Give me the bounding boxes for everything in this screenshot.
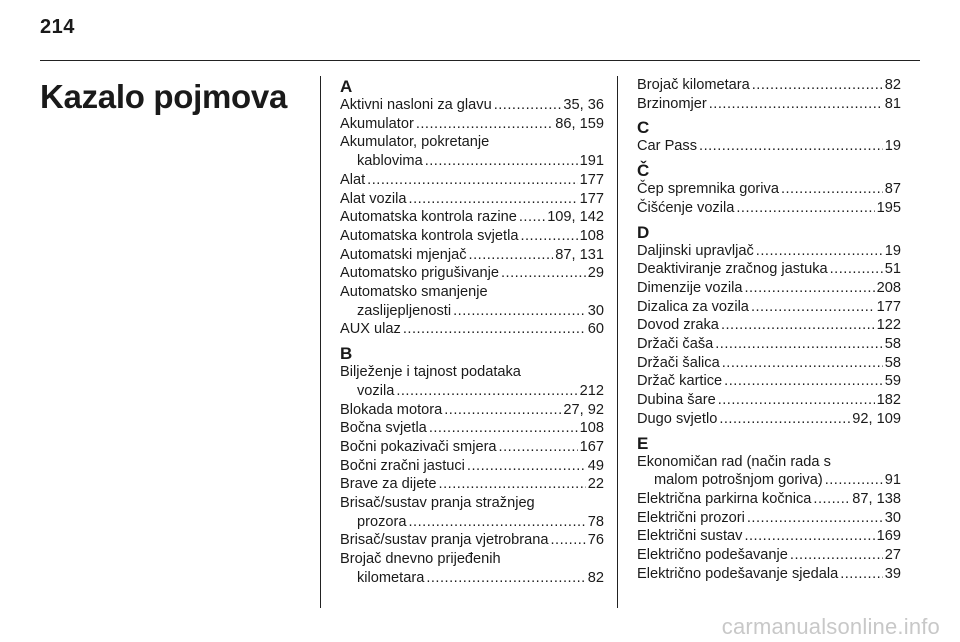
index-page-ref: 108: [579, 227, 604, 244]
index-section: [637, 76, 901, 113]
dot-leader: [367, 171, 577, 190]
dot-leader: [813, 490, 850, 509]
index-page-ref: 19: [884, 242, 901, 259]
index-entry-head: Brojač dnevno prijeđenih: [340, 551, 501, 568]
column-divider: [617, 76, 618, 608]
index-section: [637, 224, 901, 429]
index-term: Električni prozori: [637, 509, 745, 526]
index-page-ref: 109, 142: [547, 209, 604, 226]
index-page-ref: 22: [587, 476, 604, 493]
index-term: Blokada motora: [340, 401, 443, 418]
index-term: Brzinomjer: [637, 95, 707, 112]
dot-leader: [830, 260, 883, 279]
index-term: Alat: [340, 171, 366, 188]
dot-leader: [408, 513, 585, 532]
index-entry: [340, 320, 604, 339]
dot-leader: [550, 531, 585, 550]
dot-leader: [744, 527, 874, 546]
dot-leader: [416, 115, 553, 134]
index-section: [637, 435, 901, 584]
index-page-ref: 60: [587, 321, 604, 338]
index-entry-head: Ekonomičan rad (način rada s: [637, 453, 831, 470]
index-term: Akumulator: [340, 115, 414, 132]
index-page-ref: 169: [876, 528, 901, 545]
dot-leader: [499, 438, 578, 457]
index-entry: [340, 531, 604, 550]
dot-leader: [469, 246, 554, 265]
dot-leader: [790, 546, 883, 565]
index-page-ref: 208: [876, 279, 901, 296]
dot-leader: [520, 227, 577, 246]
index-entry: [637, 279, 901, 298]
index-term: Električna parkirna kočnica: [637, 490, 812, 507]
index-term: Automatska kontrola razine: [340, 209, 517, 226]
index-entry: [637, 565, 901, 584]
index-section: [637, 119, 901, 156]
index-entry: [340, 190, 604, 209]
index-page-ref: 76: [587, 532, 604, 549]
index-entry: [637, 527, 901, 546]
index-term: Električno podešavanje sjedala: [637, 565, 839, 582]
index-entry: [340, 96, 604, 115]
index-entry: [340, 171, 604, 190]
index-entry: [637, 391, 901, 410]
index-term: Brisač/sustav pranja vjetrobrana: [340, 532, 549, 549]
dot-leader: [715, 335, 883, 354]
index-page-ref: 191: [579, 153, 604, 170]
index-entry: [637, 316, 901, 335]
dot-leader: [736, 199, 874, 218]
dot-leader: [722, 354, 883, 373]
dot-leader: [439, 475, 586, 494]
index-page-ref: 58: [884, 336, 901, 353]
index-page-ref: 30: [884, 509, 901, 526]
section-letter: C: [637, 118, 650, 138]
dot-leader: [719, 410, 850, 429]
index-term: Čišćenje vozila: [637, 199, 735, 216]
dot-leader: [501, 264, 586, 283]
index-term: Držač kartice: [637, 373, 723, 390]
index-entry: [637, 180, 901, 199]
index-entry: [340, 569, 604, 588]
section-letter: D: [637, 222, 650, 242]
index-term: vozila: [357, 382, 395, 399]
dot-leader: [396, 382, 577, 401]
index-entry-head: Akumulator, pokretanje: [340, 134, 490, 151]
index-entry: [340, 264, 604, 283]
index-page-ref: 27, 92: [563, 401, 604, 418]
index-page-ref: 78: [587, 513, 604, 530]
index-term: Električni sustav: [637, 528, 743, 545]
index-term: Bočni pokazivači smjera: [340, 438, 497, 455]
dot-leader: [409, 190, 578, 209]
index-page-ref: 86, 159: [555, 115, 604, 132]
index-term: Bočni zračni jastuci: [340, 457, 465, 474]
index-term: Dizalica za vozila: [637, 298, 749, 315]
index-entry: [637, 354, 901, 373]
index-section: [340, 345, 604, 587]
index-term: Daljinski upravljač: [637, 242, 754, 259]
index-entry: [340, 382, 604, 401]
section-letter: Č: [637, 161, 650, 181]
dot-leader: [752, 76, 883, 95]
index-entry: [637, 410, 901, 429]
index-page-ref: 49: [587, 457, 604, 474]
index-entry: [340, 246, 604, 265]
index-entry: [637, 335, 901, 354]
dot-leader: [840, 565, 883, 584]
index-page-ref: 27: [884, 547, 901, 564]
index-page-ref: 82: [884, 77, 901, 93]
index-page-ref: 39: [884, 565, 901, 582]
index-entry: [340, 438, 604, 457]
index-term: Bočna svjetla: [340, 420, 427, 437]
header-rule: [40, 60, 920, 61]
dot-leader: [426, 569, 585, 588]
dot-leader: [699, 137, 883, 156]
section-letter: E: [637, 433, 649, 453]
dot-leader: [425, 152, 578, 171]
index-page-ref: 29: [587, 265, 604, 282]
dot-leader: [747, 509, 883, 528]
index-entry: [340, 227, 604, 246]
section-letter: B: [340, 344, 353, 364]
index-term: Čep spremnika goriva: [637, 181, 779, 198]
dot-leader: [721, 316, 875, 335]
index-page-ref: 87, 131: [555, 246, 604, 263]
index-page-ref: 195: [876, 199, 901, 216]
index-section: [340, 78, 604, 339]
index-term: Držači šalica: [637, 354, 720, 371]
index-entry: [340, 302, 604, 321]
page-number: 214: [40, 16, 75, 38]
dot-leader: [724, 372, 883, 391]
index-page-ref: 92, 109: [852, 410, 901, 427]
index-page-ref: 182: [876, 392, 901, 409]
index-page-ref: 177: [876, 298, 901, 315]
index-page-ref: 122: [876, 317, 901, 334]
index-entry: [340, 513, 604, 532]
dot-leader: [444, 401, 561, 420]
index-term: malom potrošnjom goriva): [654, 472, 823, 489]
index-term: prozora: [357, 513, 407, 530]
dot-leader: [709, 95, 883, 114]
dot-leader: [429, 419, 578, 438]
index-entry: [637, 76, 901, 95]
index-entry: [637, 509, 901, 528]
dot-leader: [494, 96, 562, 115]
dot-leader: [718, 391, 875, 410]
dot-leader: [467, 457, 586, 476]
index-term: Automatska kontrola svjetla: [340, 227, 519, 244]
index-title: Kazalo pojmova: [40, 78, 288, 115]
index-section: [637, 162, 901, 217]
index-term: Automatski mjenjač: [340, 246, 467, 263]
index-page-ref: 81: [884, 95, 901, 112]
index-term: kilometara: [357, 569, 425, 586]
index-entry: [340, 208, 604, 227]
dot-leader: [744, 279, 874, 298]
index-column-1: [340, 76, 604, 594]
index-entry: [340, 457, 604, 476]
section-letter: A: [340, 77, 353, 96]
index-entry: [637, 199, 901, 218]
index-page-ref: 177: [579, 171, 604, 188]
column-divider: [320, 76, 321, 608]
index-entry-head: Brisač/sustav pranja stražnjeg: [340, 495, 535, 512]
index-page-ref: 30: [587, 302, 604, 319]
index-page-ref: 51: [884, 261, 901, 278]
index-entry: [637, 372, 901, 391]
index-page-ref: 177: [579, 190, 604, 207]
index-page-ref: 108: [579, 420, 604, 437]
index-page-ref: 87: [884, 181, 901, 198]
dot-leader: [519, 208, 545, 227]
index-entry: [637, 260, 901, 279]
index-term: Električno podešavanje: [637, 547, 788, 564]
index-term: Brojač kilometara: [637, 77, 750, 93]
index-term: AUX ulaz: [340, 321, 401, 338]
index-term: Deaktiviranje zračnog jastuka: [637, 261, 828, 278]
dot-leader: [825, 471, 883, 490]
index-page-ref: 35, 36: [563, 97, 604, 113]
index-term: kablovima: [357, 153, 423, 170]
index-page-ref: 59: [884, 373, 901, 390]
dot-leader: [453, 302, 586, 321]
index-term: Aktivni nasloni za glavu: [340, 97, 492, 113]
index-page-ref: 212: [579, 382, 604, 399]
index-page-ref: 19: [884, 138, 901, 155]
index-entry: [637, 95, 901, 114]
index-entry: [637, 242, 901, 261]
index-page-ref: 58: [884, 354, 901, 371]
index-term: Dovod zraka: [637, 317, 719, 334]
index-page-ref: 82: [587, 569, 604, 586]
index-term: zaslijepljenosti: [357, 302, 452, 319]
index-term: Dubina šare: [637, 392, 716, 409]
index-page-ref: 87, 138: [852, 490, 901, 507]
index-term: Automatsko prigušivanje: [340, 265, 499, 282]
index-entry: [637, 137, 901, 156]
index-entry: [637, 298, 901, 317]
dot-leader: [781, 180, 883, 199]
index-entry: [340, 152, 604, 171]
index-entry: [340, 419, 604, 438]
index-term: Brave za dijete: [340, 476, 437, 493]
index-entry-head: Bilježenje i tajnost podataka: [340, 364, 521, 381]
index-entry: [637, 490, 901, 509]
index-entry: [637, 471, 901, 490]
dot-leader: [751, 298, 875, 317]
index-entry: [340, 475, 604, 494]
index-entry: [340, 401, 604, 420]
index-column-2: [637, 76, 901, 589]
index-term: Alat vozila: [340, 190, 407, 207]
index-entry-head: Automatsko smanjenje: [340, 284, 488, 301]
watermark: carmanualsonline.info: [721, 614, 940, 639]
index-page-ref: 91: [884, 472, 901, 489]
dot-leader: [756, 242, 883, 261]
index-term: Držači čaša: [637, 336, 714, 353]
dot-leader: [403, 320, 586, 339]
index-page-ref: 167: [579, 438, 604, 455]
index-term: Dimenzije vozila: [637, 279, 743, 296]
index-term: Dugo svjetlo: [637, 410, 718, 427]
index-entry: [340, 115, 604, 134]
index-entry: [637, 546, 901, 565]
index-term: Car Pass: [637, 138, 698, 155]
